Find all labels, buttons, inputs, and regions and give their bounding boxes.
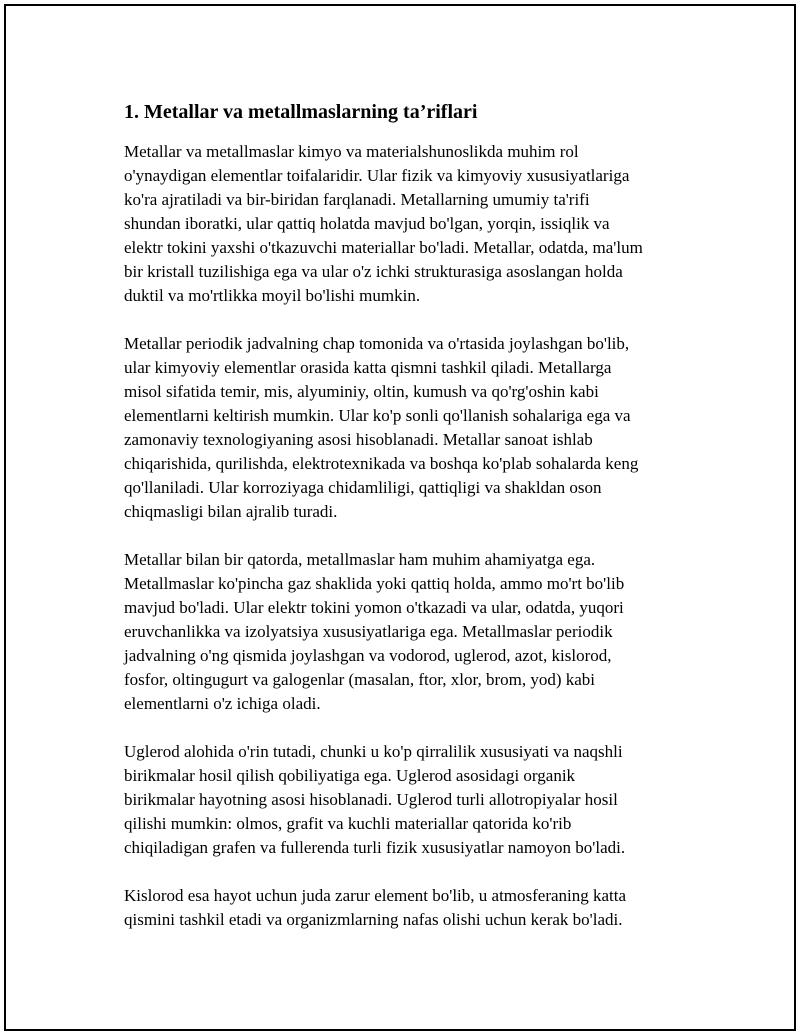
- text-line: elementlarni o'z ichiga oladi.: [124, 694, 321, 713]
- text-line: elektr tokini yaxshi o'tkazuvchi materiallar bo'ladi. Metallar, odatda, ma'lum: [124, 238, 643, 257]
- text-line: qo'llaniladi. Ular korroziyaga chidamliligi, qattiqligi va shakldan oson: [124, 478, 602, 497]
- text-line: chiqarishida, qurilishda, elektrotexnikada va boshqa ko'plab sohalarda keng: [124, 454, 639, 473]
- text-line: Kislorod esa hayot uchun juda zarur element bo'lib, u atmosferaning katta: [124, 886, 627, 905]
- page-frame: [4, 4, 796, 1031]
- text-line: Metallmaslar ko'pincha gaz shaklida yoki qattiq holda, ammo mo'rt bo'lib: [124, 574, 625, 593]
- paragraph: [124, 140, 704, 308]
- text-line: Uglerod alohida o'rin tutadi, chunki u ko'p qirralilik xususiyati va naqshli: [124, 742, 623, 761]
- paragraph: [124, 740, 704, 860]
- text-line: birikmalar hosil qilish qobiliyatiga ega. Uglerod asosidagi organik: [124, 766, 576, 785]
- paragraph: [124, 548, 704, 716]
- document-body: [124, 98, 704, 956]
- text-line: ko'ra ajratiladi va bir-biridan farqlanadi. Metallarning umumiy ta'rifi: [124, 190, 590, 209]
- text-line: duktil va mo'rtlikka moyil bo'lishi mumkin.: [124, 286, 421, 305]
- text-line: elementlarni keltirish mumkin. Ular ko'p sonli qo'llanish sohalariga ega va: [124, 406, 631, 425]
- text-line: mavjud bo'ladi. Ular elektr tokini yomon o'tkazadi va ular, odatda, yuqori: [124, 598, 624, 617]
- text-line: Metallar va metallmaslar kimyo va materialshunoslikda muhim rol: [124, 142, 579, 161]
- paragraph-list: [124, 140, 704, 932]
- text-line: zamonaviy texnologiyaning asosi hisoblanadi. Metallar sanoat ishlab: [124, 430, 593, 449]
- text-line: o'ynaydigan elementlar toifalaridir. Ular fizik va kimyoviy xususiyatlariga: [124, 166, 630, 185]
- text-line: misol sifatida temir, mis, alyuminiy, oltin, kumush va qo'rg'oshin kabi: [124, 382, 599, 401]
- text-line: jadvalning o'ng qismida joylashgan va vodorod, uglerod, azot, kislorod,: [124, 646, 612, 665]
- text-line: fosfor, oltingugurt va galogenlar (masalan, ftor, xlor, brom, yod) kabi: [124, 670, 596, 689]
- text-line: bir kristall tuzilishiga ega va ular o'z ichki strukturasiga asoslangan holda: [124, 262, 623, 281]
- paragraph: [124, 884, 704, 932]
- text-line: chiqiladigan grafen va fullerenda turli fizik xususiyatlar namoyon bo'ladi.: [124, 838, 626, 857]
- text-line: birikmalar hayotning asosi hisoblanadi. Uglerod turli allotropiyalar hosil: [124, 790, 618, 809]
- text-line: chiqmasligi bilan ajralib turadi.: [124, 502, 338, 521]
- text-line: eruvchanlikka va izolyatsiya xususiyatlariga ega. Metallmaslar periodik: [124, 622, 613, 641]
- text-line: qismini tashkil etadi va organizmlarning nafas olishi uchun kerak bo'ladi.: [124, 910, 623, 929]
- text-line: ular kimyoviy elementlar orasida katta qismni tashkil qiladi. Metallarga: [124, 358, 612, 377]
- text-line: shundan iboratki, ular qattiq holatda mavjud bo'lgan, yorqin, issiqlik va: [124, 214, 610, 233]
- text-line: Metallar bilan bir qatorda, metallmaslar ham muhim ahamiyatga ega.: [124, 550, 596, 569]
- paragraph: [124, 332, 704, 524]
- text-line: qilishi mumkin: olmos, grafit va kuchli materiallar qatorida ko'rib: [124, 814, 572, 833]
- text-line: Metallar periodik jadvalning chap tomonida va o'rtasida joylashgan bo'lib,: [124, 334, 630, 353]
- section-heading: 1. Metallar va metallmaslarning ta’riflari: [124, 101, 478, 123]
